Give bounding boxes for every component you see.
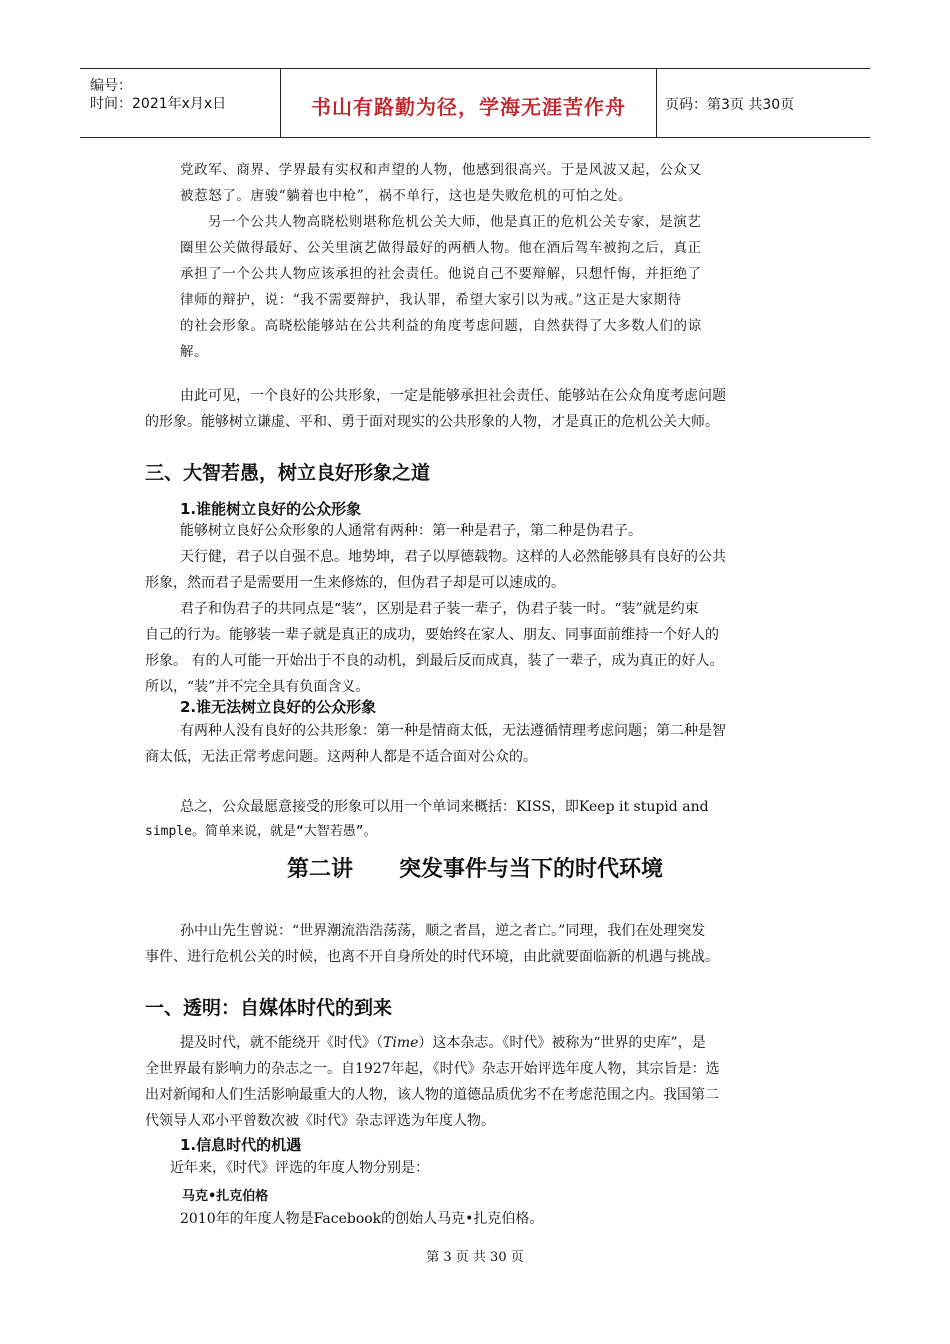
paragraph-line: 代领导人邓小平曾数次被《时代》杂志评选为年度人物。 — [145, 1113, 495, 1129]
paragraph-line: 2010年的年度人物是Facebook的创始人马克•扎克伯格。 — [180, 1211, 544, 1227]
page-footer: 第 3 页 共 30 页 — [426, 1250, 524, 1265]
conclusion-line: 由此可见，一个良好的公共形象，一定是能够承担社会责任、能够站在公众角度考虑问题 — [180, 388, 726, 404]
paragraph-line: 形象。 有的人可能一开始出于不良的动机，到最后反而成真，装了一辈子，成为真正的好人。 — [145, 653, 724, 669]
document-number-label: 编号： — [90, 78, 132, 94]
quote-line: 承担了一个公共人物应该承担的社会责任。他说自己不要辩解，只想忏悔，并拒绝了 — [180, 266, 702, 282]
person-name: 马克•扎克伯格 — [182, 1189, 269, 1204]
paragraph-text: ）这本杂志。《时代》被称为“世界的史库”，是 — [418, 1035, 706, 1051]
quote-line: 解。 — [180, 344, 209, 360]
header-page-number: 页码：第3页 共30页 — [665, 97, 795, 113]
paragraph-line: 近年来，《时代》评选的年度人物分别是： — [170, 1160, 429, 1176]
paragraph-text: 提及时代，就不能绕开《时代》（ — [180, 1035, 383, 1051]
subsection-heading: 1.谁能树立良好的公众形象 — [180, 500, 362, 518]
intro-line: 事件、进行危机公关的时候，也离不开自身所处的时代环境，由此就要面临新的机遇与挑战。 — [145, 949, 719, 965]
summary-line — [145, 819, 377, 845]
document-date-label: 时间：2021年x月x日 — [90, 96, 227, 112]
paragraph-line: 形象，然而君子是需要用一生来修炼的，但伪君子却是可以速成的。 — [145, 575, 565, 591]
conclusion-line: 的形象。能够树立谦虚、平和、勇于面对现实的公共形象的人物，才是真正的危机公关大师。 — [145, 414, 719, 430]
paragraph-line: 出对新闻和人们生活影响最重大的人物，该人物的道德品质优劣不在考虑范围之内。我国第二 — [145, 1087, 719, 1103]
paragraph-line: 有两种人没有良好的公共形象：第一种是情商太低，无法遵循情理考虑问题；第二种是智 — [180, 723, 726, 739]
header-motto: 书山有路勤为径，学海无涯苦作舟 — [311, 95, 626, 119]
header-page-cell — [657, 69, 870, 137]
subsection-heading: 1.信息时代的机遇 — [180, 1136, 302, 1154]
paragraph-line: 天行健，君子以自强不息。地势坤，君子以厚德载物。这样的人必然能够具有良好的公共 — [180, 549, 726, 565]
intro-line: 孙中山先生曾说：“世界潮流浩浩荡荡，顺之者昌，逆之者亡。”同理，我们在处理突发 — [180, 923, 706, 939]
paragraph-line: 君子和伪君子的共同点是“装”，区别是君子装一辈子，伪君子装一时。“装”就是约束 — [180, 601, 699, 617]
quote-line: 党政军、商界、学界最有实权和声望的人物，他感到很高兴。于是风波又起，公众又 — [180, 162, 702, 178]
section-heading: 三、大智若愚，树立良好形象之道 — [145, 462, 431, 484]
paragraph-line: 所以，“装”并不完全具有负面含义。 — [145, 679, 370, 695]
paragraph-line: 能够树立良好公众形象的人通常有两种：第一种是君子，第二种是伪君子。 — [180, 523, 642, 539]
paragraph-line: 商太低，无法正常考虑问题。这两种人都是不适合面对公众的。 — [145, 749, 537, 765]
subsection-heading: 2.谁无法树立良好的公众形象 — [180, 698, 377, 716]
paragraph-line: 全世界最有影响力的杂志之一。自1927年起，《时代》杂志开始评选年度人物，其宗旨是：选 — [145, 1061, 720, 1077]
quote-line: 另一个公共人物高晓松则堪称危机公关大师，他是真正的危机公关专家，是演艺 — [208, 214, 702, 230]
paragraph-line: 自己的行为。能够装一辈子就是真正的成功，要始终在家人、朋友、同事面前维持一个好人的 — [145, 627, 719, 643]
summary-line — [180, 794, 709, 820]
quote-line: 的社会形象。高晓松能够站在公共利益的角度考虑问题，自然获得了大多数人们的谅 — [180, 318, 702, 334]
lecture-title: 第二讲 突发事件与当下的时代环境 — [287, 857, 663, 882]
italic-term: Time — [383, 1035, 419, 1051]
quote-line: 被惹怒了。唐骏“躺着也中枪”，祸不单行，这也是失败危机的可怕之处。 — [180, 188, 633, 204]
section-heading: 一、透明：自媒体时代的到来 — [145, 997, 393, 1019]
summary-line-1: 总之，公众最愿意接受的形象可以用一个单词来概括：KISS，即Keep it stupid and — [180, 799, 709, 815]
quote-line: 律师的辩护，说：“我不需要辩护，我认罪，希望大家引以为戒。”这正是大家期待 — [180, 292, 682, 308]
header-left-cell — [80, 69, 281, 137]
page-header — [80, 68, 870, 138]
summary-line-2: simple。简单来说，就是“大智若愚”。 — [145, 824, 377, 839]
quote-line: 圈里公关做得最好、公关里演艺做得最好的两栖人物。他在酒后驾车被拘之后，真正 — [180, 240, 702, 256]
paragraph-line — [180, 1030, 706, 1056]
header-motto-cell — [281, 69, 657, 137]
